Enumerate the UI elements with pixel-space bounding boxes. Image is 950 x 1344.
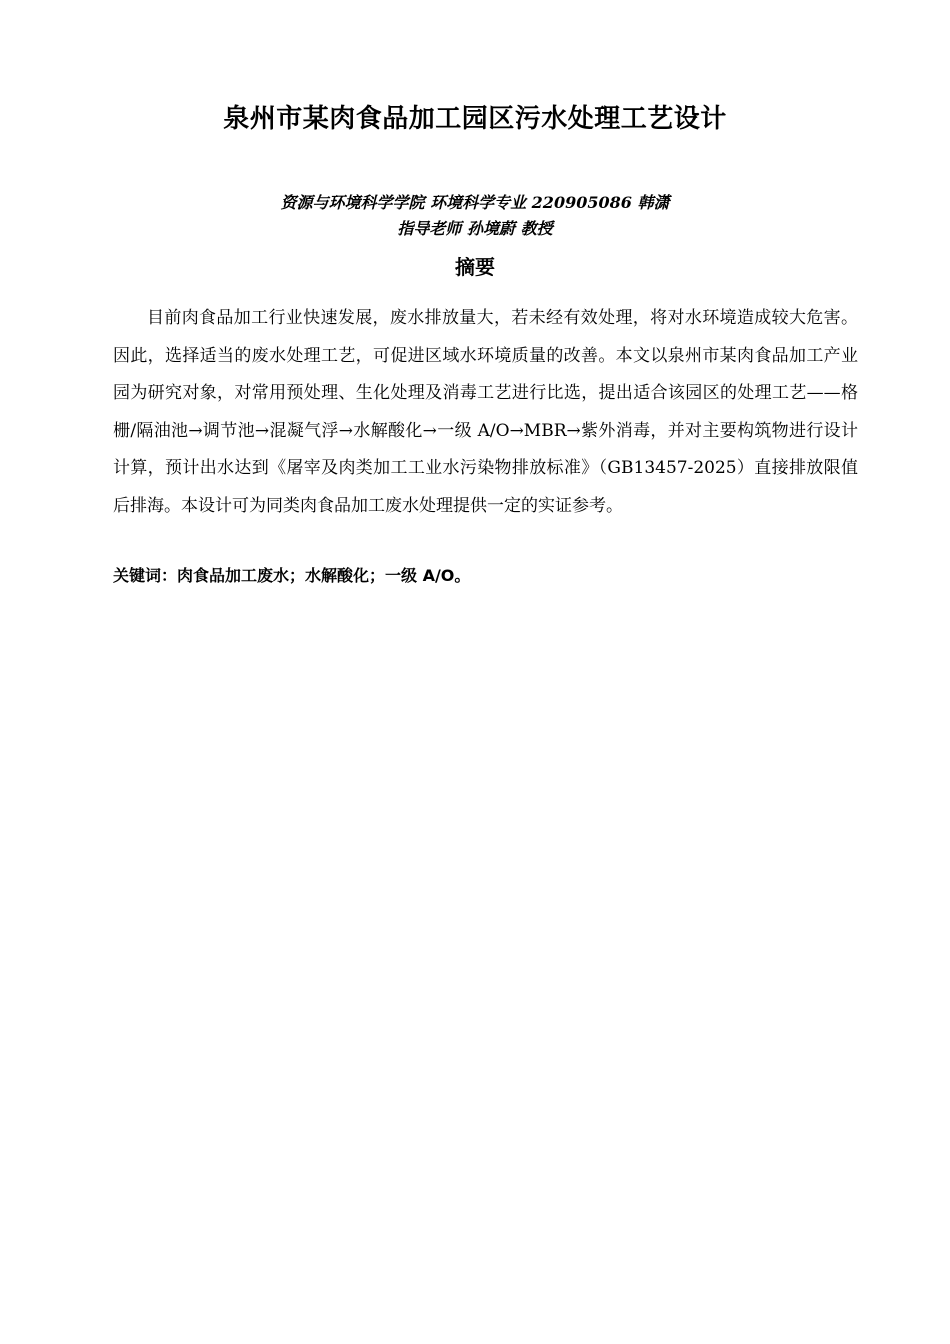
abstract-heading: 摘要 (455, 255, 495, 279)
keywords-line: 关键词：肉食品加工废水；水解酸化；一级 A/O。 (113, 566, 471, 585)
abstract-body: 目前肉食品加工行业快速发展，废水排放量大，若未经有效处理，将对水环境造成较大危害。因此，选择适当的废水处理工艺，可促进区域水环境质量的改善。本文以泉州市某肉食品加工产业园为研究对象，对常用预处理、生化处理及消毒工艺进行比选，提出适合该园区的处理工艺——格栅/隔油池→调节池→混凝气浮→水解酸化→一级 A/O→MBR→紫外消毒，并对主要构筑物进行设计计算，预计出水达到《屠宰及肉类加工工业水污染物排放标准》（GB13457-2025）直接排放限值后排海。本设计可为同类肉食品加工废水处理提供一定的实证参考。 (113, 308, 858, 516)
author-line: 资源与环境科学学院 环境科学专业 220905086 韩潇 (280, 193, 670, 212)
paper-title: 泉州市某肉食品加工园区污水处理工艺设计 (223, 104, 727, 134)
advisor-line: 指导老师 孙境蔚 教授 (397, 219, 553, 238)
